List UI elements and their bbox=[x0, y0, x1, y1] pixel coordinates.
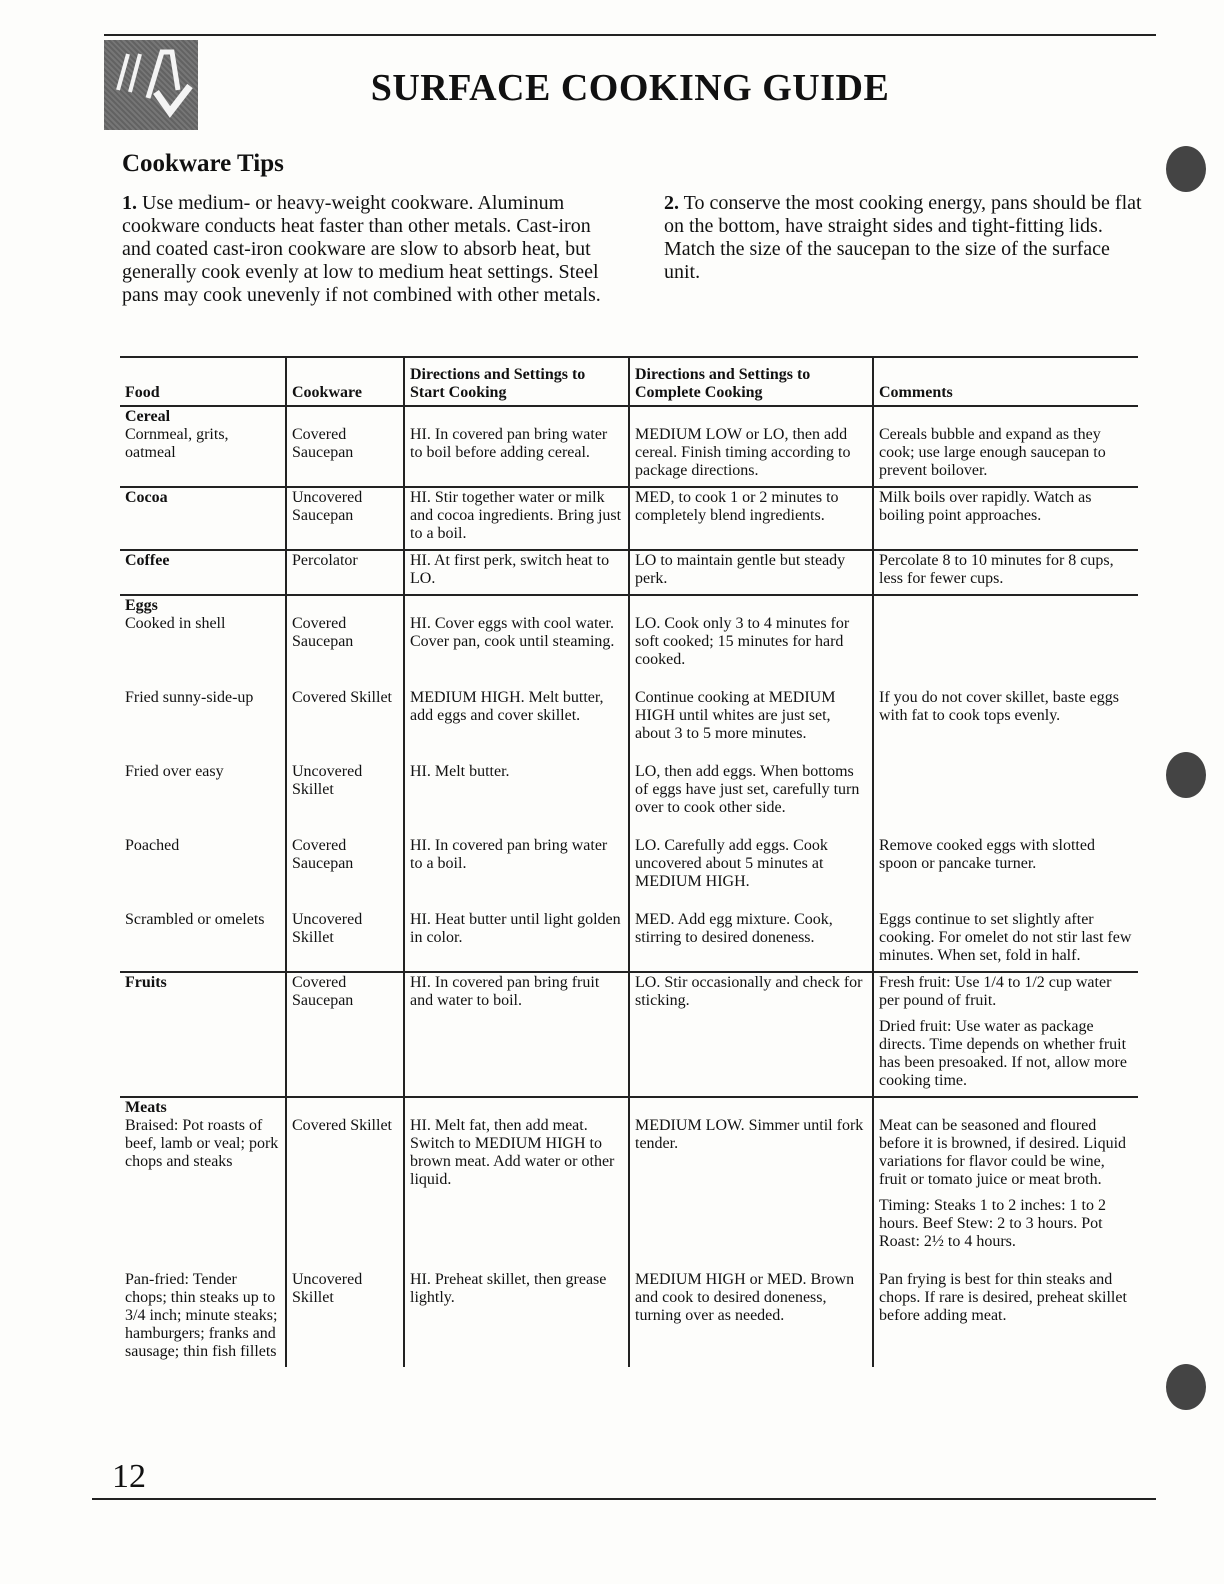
table-row bbox=[120, 675, 1138, 749]
start-cell: MEDIUM HIGH. Melt butter, add eggs and cover skillet. bbox=[404, 675, 629, 749]
complete-text: LO. Cook only 3 to 4 minutes for soft cooked; 15 minutes for hard cooked. bbox=[635, 615, 850, 668]
binder-hole-3 bbox=[1166, 1364, 1206, 1410]
complete-cell bbox=[629, 1097, 873, 1257]
start-cell bbox=[404, 406, 629, 487]
food-cell bbox=[120, 1097, 286, 1257]
comments-cell bbox=[873, 972, 1138, 1097]
group-cereal bbox=[120, 406, 1138, 487]
table-row bbox=[120, 972, 1138, 1097]
category-label: Eggs bbox=[125, 597, 158, 614]
comments-cell bbox=[873, 595, 1138, 675]
range-logo-icon bbox=[104, 40, 198, 130]
start-cell: HI. Preheat skillet, then grease lightly. bbox=[404, 1257, 629, 1367]
table-row bbox=[120, 595, 1138, 675]
start-text: HI. Cover eggs with cool water. Cover pan, cook until steaming. bbox=[410, 615, 615, 650]
cookware-cell: Uncovered Saucepan bbox=[286, 487, 404, 550]
cookware-cell: Uncovered Skillet bbox=[286, 897, 404, 972]
comments-text: Dried fruit: Use water as package directs. Time depends on whether fruit has been presoaked. If not, allow more cooking time. bbox=[879, 1018, 1127, 1089]
start-text: HI. Melt fat, then add meat. Switch to MEDIUM HIGH to brown meat. Add water or other liquid. bbox=[410, 1117, 615, 1188]
food-cell bbox=[120, 406, 286, 487]
tip-2-number: 2. bbox=[664, 192, 679, 214]
tip-1 bbox=[122, 192, 602, 307]
food-cell bbox=[120, 595, 286, 675]
comments-cell: Eggs continue to set slightly after cooking. For omelet do not stir last few minutes. When set, fold in half. bbox=[873, 897, 1138, 972]
cookware-cell bbox=[286, 1097, 404, 1257]
header-complete: Directions and Settings to Complete Cooking bbox=[629, 357, 873, 406]
table-row bbox=[120, 897, 1138, 972]
group-eggs bbox=[120, 595, 1138, 972]
cookware-cell: Covered Saucepan bbox=[286, 823, 404, 897]
tip-2 bbox=[664, 192, 1144, 284]
category-label: Cereal bbox=[125, 408, 171, 425]
tip-2-text: To conserve the most cooking energy, pans should be flat on the bottom, have straight sides and tight-fitting lids. Match the size of the saucepan to the size of the surface unit. bbox=[664, 192, 1142, 283]
food-cell: Fried sunny-side-up bbox=[125, 689, 254, 706]
table-row bbox=[120, 550, 1138, 595]
comments-cell: Percolate 8 to 10 minutes for 8 cups, less for fewer cups. bbox=[873, 550, 1138, 595]
cookware-cell: Uncovered Skillet bbox=[286, 1257, 404, 1367]
food-label: Cooked in shell bbox=[125, 615, 226, 632]
tip-1-number: 1. bbox=[122, 192, 137, 214]
surface-cooking-table bbox=[120, 356, 1138, 1367]
category-label: Fruits bbox=[125, 974, 167, 991]
start-cell bbox=[404, 1097, 629, 1257]
food-cell: Fried over easy bbox=[125, 763, 224, 780]
top-rule bbox=[104, 34, 1156, 36]
group-cocoa bbox=[120, 487, 1138, 550]
food-cell bbox=[120, 550, 286, 595]
page-number: 12 bbox=[112, 1458, 146, 1495]
complete-cell: LO. Stir occasionally and check for sticking. bbox=[629, 972, 873, 1097]
bottom-rule bbox=[92, 1498, 1156, 1500]
table-row bbox=[120, 823, 1138, 897]
group-meats bbox=[120, 1097, 1138, 1367]
food-cell bbox=[120, 487, 286, 550]
food-label: Cornmeal, grits, oatmeal bbox=[125, 426, 229, 461]
cookware-cell: Covered Skillet bbox=[286, 675, 404, 749]
complete-cell: MED, to cook 1 or 2 minutes to completely blend ingredients. bbox=[629, 487, 873, 550]
comments-cell bbox=[873, 749, 1138, 823]
comments-cell: If you do not cover skillet, baste eggs with fat to cook tops evenly. bbox=[873, 675, 1138, 749]
comments-cell: Pan frying is best for thin steaks and chops. If rare is desired, preheat skillet before adding meat. bbox=[873, 1257, 1138, 1367]
food-cell bbox=[120, 972, 286, 1097]
complete-text: MEDIUM LOW. Simmer until fork tender. bbox=[635, 1117, 864, 1152]
cookware-cell: Covered Saucepan bbox=[286, 972, 404, 1097]
category-label: Coffee bbox=[125, 552, 170, 569]
table-row bbox=[120, 1257, 1138, 1367]
table-row bbox=[120, 406, 1138, 487]
food-cell: Scrambled or omelets bbox=[125, 911, 265, 928]
complete-cell: LO to maintain gentle but steady perk. bbox=[629, 550, 873, 595]
comments-text: Meat can be seasoned and floured before it is browned, if desired. Liquid variations for flavor could be wine, fruit or tomato juice or meat broth. bbox=[879, 1117, 1127, 1188]
table-row bbox=[120, 1097, 1138, 1257]
tip-1-text: Use medium- or heavy-weight cookware. Aluminum cookware conducts heat faster than other metals. Cast-iron and coated cast-iron cookware are slow to absorb heat, but generally cook evenly at low to medium heat settings. Steel pans may cook unevenly if not combined with other metals. bbox=[122, 192, 601, 306]
complete-text: MEDIUM LOW or LO, then add cereal. Finish timing according to package directions. bbox=[635, 426, 851, 479]
food-label: Braised: Pot roasts of beef, lamb or veal; pork chops and steaks bbox=[125, 1117, 279, 1170]
start-cell: HI. Melt butter. bbox=[404, 749, 629, 823]
start-cell: HI. Stir together water or milk and cocoa ingredients. Bring just to a boil. bbox=[404, 487, 629, 550]
cookware-label: Covered Skillet bbox=[292, 1117, 392, 1134]
start-cell: HI. Heat butter until light golden in color. bbox=[404, 897, 629, 972]
start-text: HI. In covered pan bring water to boil before adding cereal. bbox=[410, 426, 608, 461]
table-row bbox=[120, 487, 1138, 550]
comments-cell: Remove cooked eggs with slotted spoon or pancake turner. bbox=[873, 823, 1138, 897]
cookware-tips-heading: Cookware Tips bbox=[122, 150, 284, 177]
complete-cell: MEDIUM HIGH or MED. Brown and cook to desired doneness, turning over as needed. bbox=[629, 1257, 873, 1367]
table-row bbox=[120, 749, 1138, 823]
comments-cell: Milk boils over rapidly. Watch as boiling point approaches. bbox=[873, 487, 1138, 550]
header-comments: Comments bbox=[873, 357, 1138, 406]
cookware-label: Covered Saucepan bbox=[292, 426, 354, 461]
binder-hole-2 bbox=[1166, 752, 1206, 798]
header-cookware: Cookware bbox=[286, 357, 404, 406]
comments-text: Timing: Steaks 1 to 2 inches: 1 to 2 hours. Beef Stew: 2 to 3 hours. Pot Roast: 2½ to 4 hours. bbox=[879, 1197, 1106, 1250]
food-cell: Poached bbox=[125, 837, 180, 854]
cookware-cell: Percolator bbox=[286, 550, 404, 595]
group-fruits bbox=[120, 972, 1138, 1097]
comments-text: Cereals bubble and expand as they cook; use large enough saucepan to prevent boilover. bbox=[879, 426, 1106, 479]
start-cell: HI. In covered pan bring water to a boil. bbox=[404, 823, 629, 897]
comments-text: Fresh fruit: Use 1/4 to 1/2 cup water per pound of fruit. bbox=[879, 974, 1112, 1009]
complete-cell: LO, then add eggs. When bottoms of eggs have just set, carefully turn over to cook other side. bbox=[629, 749, 873, 823]
cookware-cell bbox=[286, 595, 404, 675]
cookware-label: Covered Saucepan bbox=[292, 615, 354, 650]
category-label: Meats bbox=[125, 1099, 167, 1116]
header-food: Food bbox=[120, 357, 286, 406]
cooktop-hand-icon bbox=[104, 40, 198, 130]
group-coffee bbox=[120, 550, 1138, 595]
comments-cell bbox=[873, 1097, 1138, 1257]
start-cell: HI. At first perk, switch heat to LO. bbox=[404, 550, 629, 595]
start-cell: HI. In covered pan bring fruit and water to boil. bbox=[404, 972, 629, 1097]
category-label: Cocoa bbox=[125, 489, 168, 506]
complete-cell bbox=[629, 595, 873, 675]
food-cell: Pan-fried: Tender chops; thin steaks up to 3/4 inch; minute steaks; hamburgers; franks and sausage; thin fish fillets bbox=[125, 1271, 278, 1360]
cookware-cell: Uncovered Skillet bbox=[286, 749, 404, 823]
comments-cell bbox=[873, 406, 1138, 487]
complete-cell: Continue cooking at MEDIUM HIGH until whites are just set, about 3 to 5 more minutes. bbox=[629, 675, 873, 749]
binder-hole-1 bbox=[1166, 146, 1206, 192]
header-start: Directions and Settings to Start Cooking bbox=[404, 357, 629, 406]
complete-cell: LO. Carefully add eggs. Cook uncovered about 5 minutes at MEDIUM HIGH. bbox=[629, 823, 873, 897]
complete-cell: MED. Add egg mixture. Cook, stirring to desired doneness. bbox=[629, 897, 873, 972]
cookware-cell bbox=[286, 406, 404, 487]
start-cell bbox=[404, 595, 629, 675]
page-title: SURFACE COOKING GUIDE bbox=[370, 67, 890, 109]
table-header-row bbox=[120, 357, 1138, 406]
complete-cell bbox=[629, 406, 873, 487]
